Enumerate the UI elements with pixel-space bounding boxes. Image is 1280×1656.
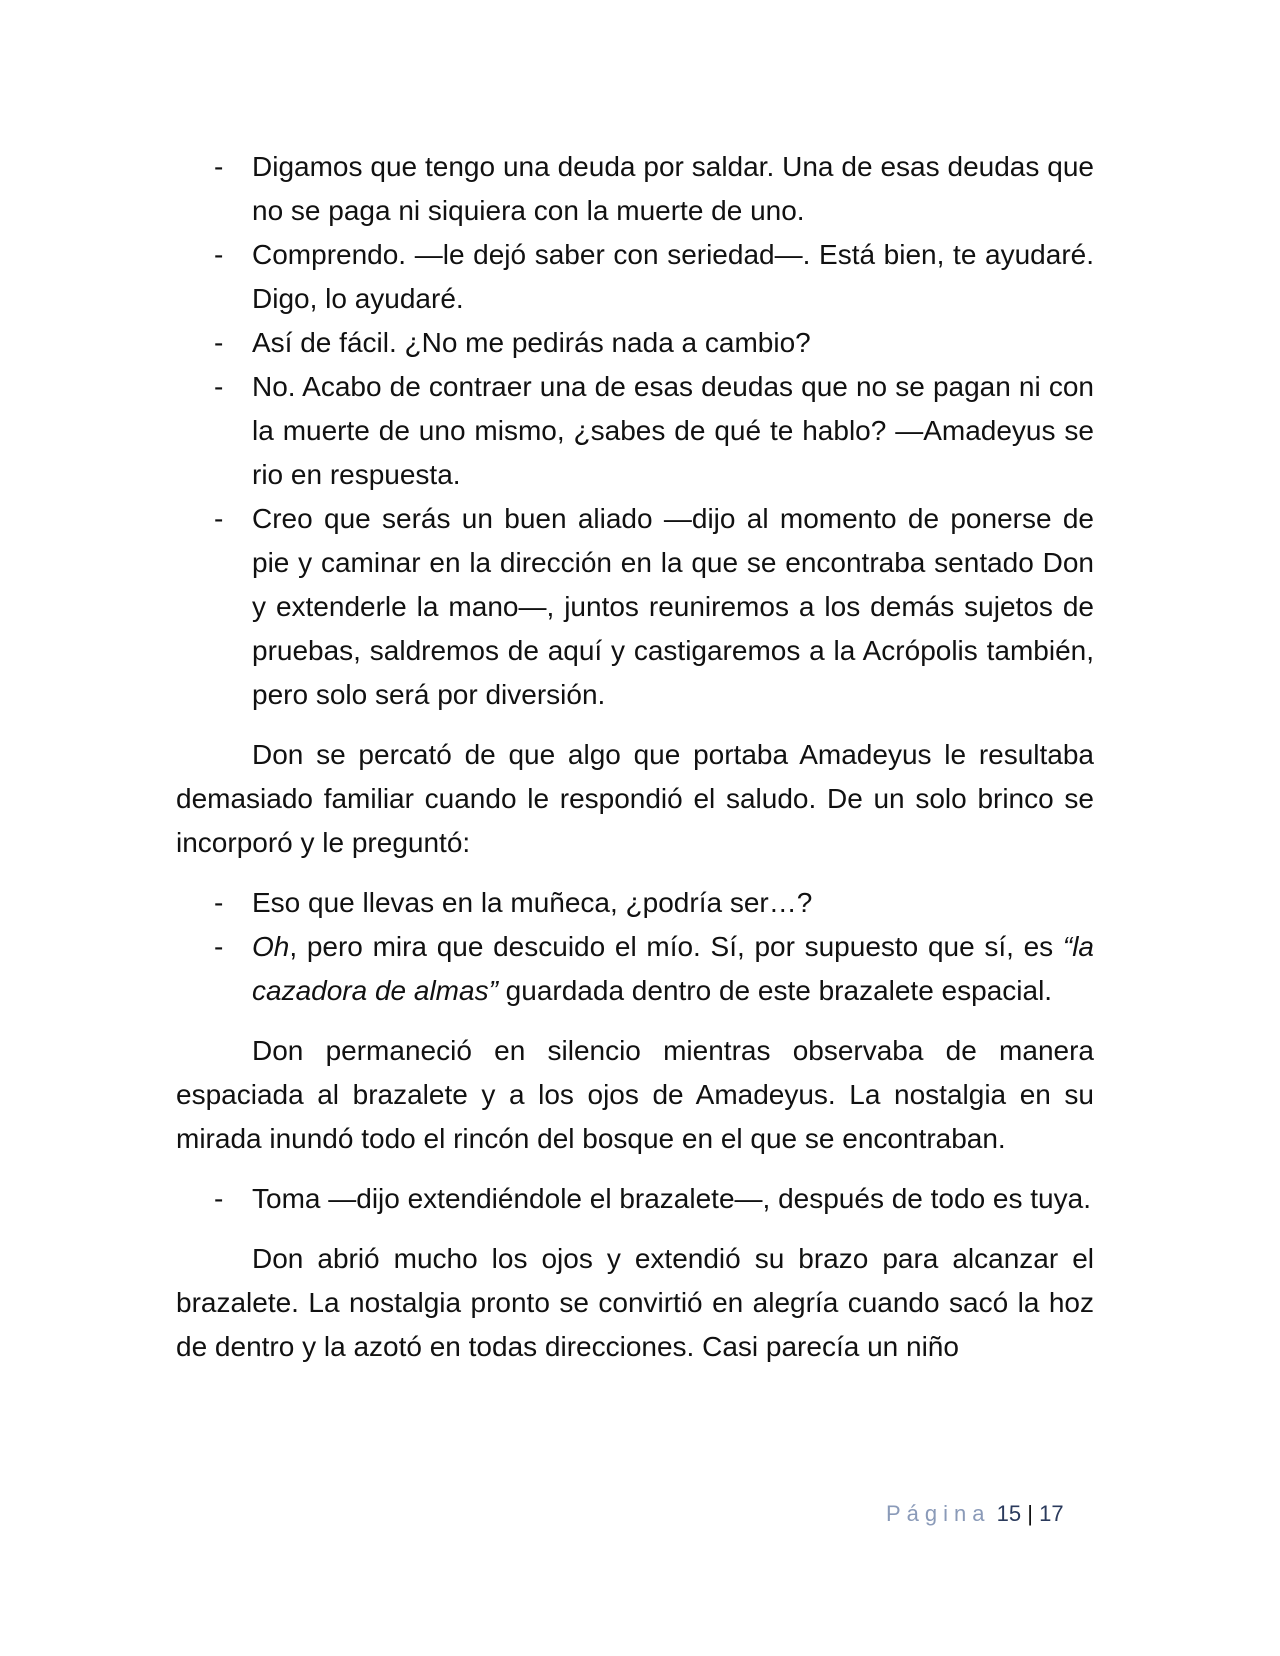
dialogue-block-2	[176, 881, 1094, 1013]
dialogue-line	[176, 881, 1094, 925]
dialogue-text: Digamos que tengo una deuda por saldar. Una de esas deudas que no se paga ni siquiera con la muerte de uno.	[252, 151, 1094, 226]
dialogue-line	[176, 321, 1094, 365]
body-text	[176, 145, 1094, 1369]
italic-interjection: Oh	[252, 931, 290, 962]
italic-quote: “la cazadora de almas”	[252, 931, 1094, 1006]
page-footer	[886, 1500, 1064, 1528]
dialogue-dash: -	[214, 503, 224, 534]
dialogue-text-mixed	[252, 931, 1094, 1006]
dialogue-block-3	[176, 1177, 1094, 1221]
dialogue-text-end: guardada dentro de este brazalete espacial.	[497, 975, 1053, 1006]
dialogue-line	[176, 365, 1094, 497]
dialogue-text-middle: , pero mira que descuido el mío. Sí, por supuesto que sí, es	[289, 931, 1063, 962]
dialogue-text: No. Acabo de contraer una de esas deudas que no se pagan ni con la muerte de uno mismo, ¿sabes de qué te hablo? —Amadeyus se rio en respuesta.	[252, 371, 1094, 490]
dialogue-line	[176, 233, 1094, 321]
page-total: 17	[1039, 1501, 1064, 1526]
dialogue-dash: -	[214, 931, 224, 962]
narrative-paragraph-1: Don se percató de que algo que portaba Amadeyus le resultaba demasiado familiar cuando le respondió el saludo. De un solo brinco se incorporó y le preguntó:	[176, 739, 1094, 858]
page-number: 15	[996, 1501, 1022, 1526]
dialogue-dash: -	[214, 151, 224, 182]
dialogue-text: Eso que llevas en la muñeca, ¿podría ser…?	[252, 887, 813, 918]
dialogue-line	[176, 497, 1094, 717]
dialogue-line	[176, 145, 1094, 233]
dialogue-line	[176, 925, 1094, 1013]
dialogue-block-1	[176, 145, 1094, 717]
dialogue-dash: -	[214, 887, 224, 918]
narrative-paragraph-2: Don permaneció en silencio mientras observaba de manera espaciada al brazalete y a los ojos de Amadeyus. La nostalgia en su mirada inundó todo el rincón del bosque en el que se encontraban.	[176, 1035, 1094, 1154]
dialogue-dash: -	[214, 327, 224, 358]
dialogue-text: Así de fácil. ¿No me pedirás nada a cambio?	[252, 327, 811, 358]
page-separator: |	[1027, 1501, 1033, 1526]
narrative-paragraph-3: Don abrió mucho los ojos y extendió su brazo para alcanzar el brazalete. La nostalgia pronto se convirtió en alegría cuando sacó la hoz de dentro y la azotó en todas direcciones. Casi parecía un niño	[176, 1243, 1094, 1362]
dialogue-dash: -	[214, 239, 224, 270]
dialogue-dash: -	[214, 1183, 224, 1214]
dialogue-dash: -	[214, 371, 224, 402]
dialogue-text: Toma —dijo extendiéndole el brazalete—, después de todo es tuya.	[252, 1183, 1091, 1214]
dialogue-text: Creo que serás un buen aliado —dijo al momento de ponerse de pie y caminar en la dirección en la que se encontraba sentado Don y extenderle la mano—, juntos reuniremos a los demás sujetos de pruebas, saldremos de aquí y castigaremos a la Acrópolis también, pero solo será por diversión.	[252, 503, 1094, 710]
dialogue-text: Comprendo. —le dejó saber con seriedad—. Está bien, te ayudaré. Digo, lo ayudaré.	[252, 239, 1094, 314]
page-label: Página	[886, 1501, 991, 1526]
dialogue-line	[176, 1177, 1094, 1221]
